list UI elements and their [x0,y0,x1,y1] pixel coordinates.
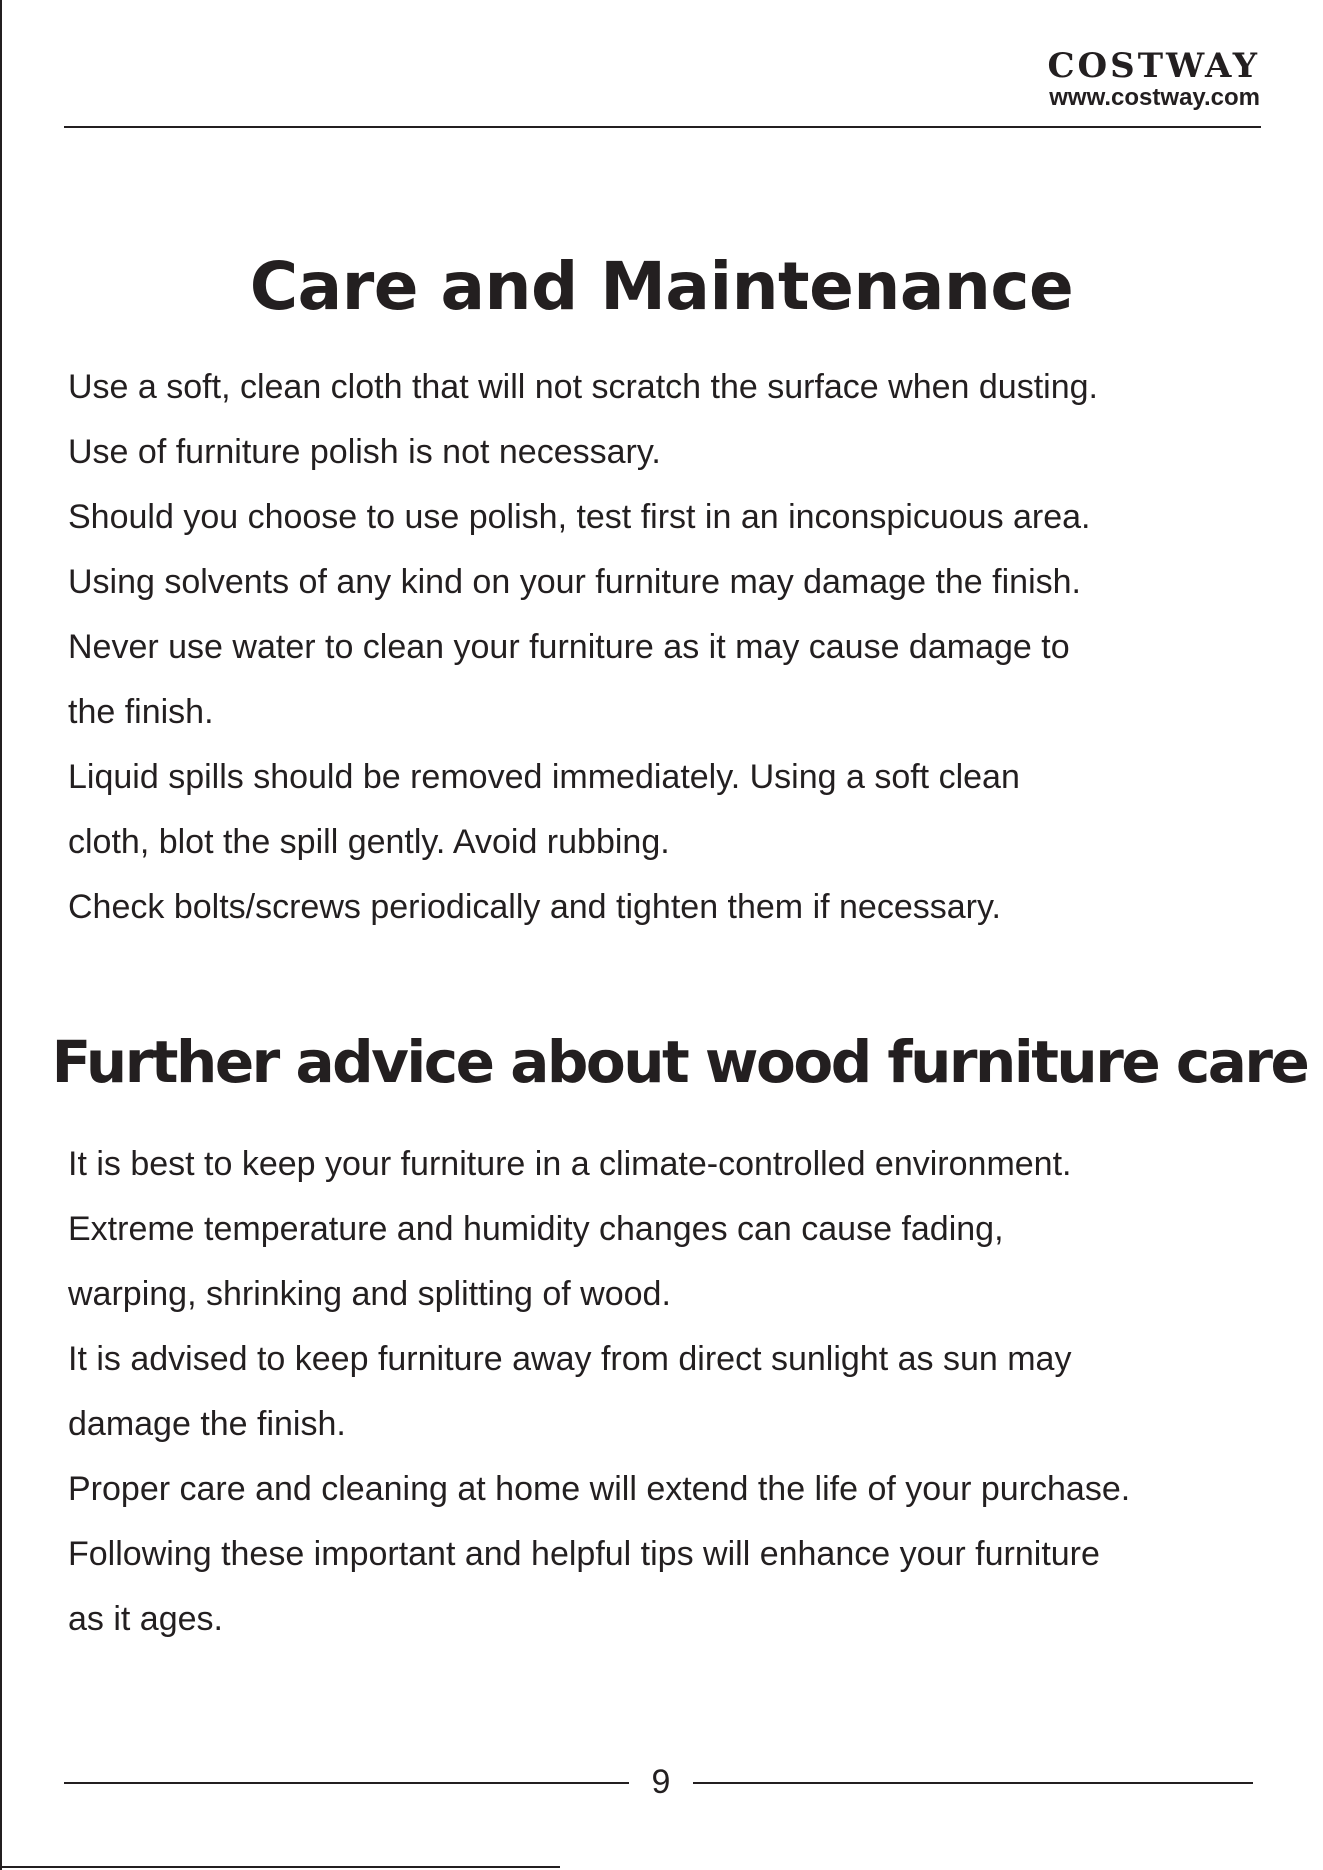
care-line: Use a soft, clean cloth that will not scratch the surface when dusting. [68,368,1098,406]
care-line: cloth, blot the spill gently. Avoid rubbing. [68,823,670,861]
care-line: Never use water to clean your furniture as it may cause damage to [68,628,1070,666]
care-instructions [68,355,1278,940]
footer-divider-right [693,1782,1253,1784]
advice-line: It is advised to keep furniture away from direct sunlight as sun may [68,1340,1072,1378]
care-line: the finish. [68,693,214,731]
section-title-further-advice: Further advice about wood furniture care [51,1028,1308,1096]
footer-divider-left [64,1782,629,1784]
advice-line: as it ages. [68,1600,223,1638]
advice-line: Extreme temperature and humidity changes can cause fading, [68,1210,1004,1248]
care-line: Should you choose to use polish, test first in an inconspicuous area. [68,498,1091,536]
care-line: Liquid spills should be removed immediately. Using a soft clean [68,758,1020,796]
advice-line: Following these important and helpful tips will enhance your furniture [68,1535,1100,1573]
wood-care-advice [68,1132,1278,1652]
brand-logo: COSTWAY [1047,46,1260,86]
brand-header [1048,48,1261,112]
care-line: Use of furniture polish is not necessary. [68,433,661,471]
page-border-bottom [0,1866,560,1868]
care-line: Using solvents of any kind on your furniture may damage the finish. [68,563,1081,601]
header-divider [64,126,1261,128]
advice-line: warping, shrinking and splitting of wood. [68,1275,671,1313]
advice-line: It is best to keep your furniture in a climate-controlled environment. [68,1145,1072,1183]
care-line: Check bolts/screws periodically and tighten them if necessary. [68,888,1001,926]
page-number: 9 [651,1763,671,1801]
page-footer [0,1760,1323,1800]
advice-line: damage the finish. [68,1405,346,1443]
brand-url: www.costway.com [1049,84,1260,111]
advice-line: Proper care and cleaning at home will extend the life of your purchase. [68,1470,1131,1508]
section-title-care-and-maintenance: Care and Maintenance [249,248,1074,325]
